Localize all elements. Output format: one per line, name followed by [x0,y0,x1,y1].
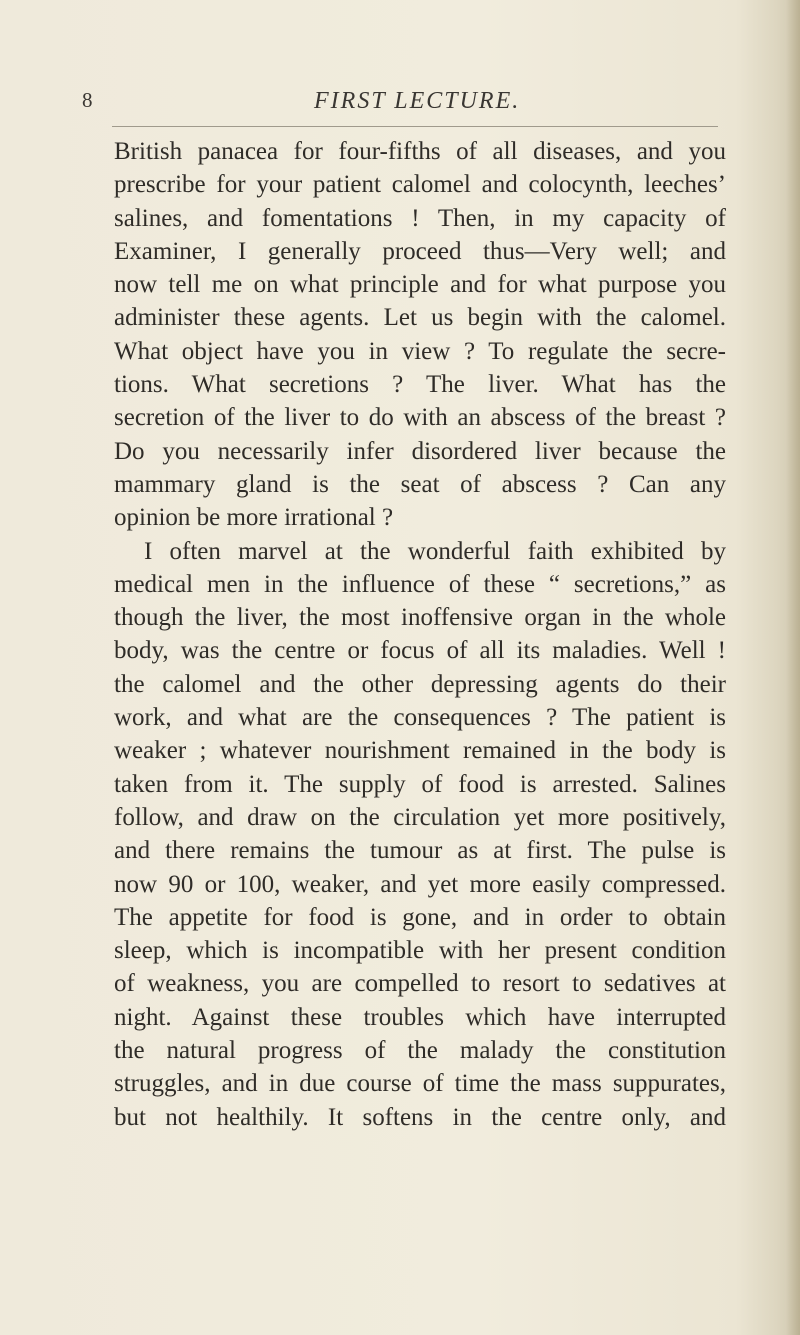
text-line: the calomel and the other depressing agents do their [114,670,726,698]
text-line: medical men in the influence of these “ secretions,” as [114,570,726,598]
text-line: What object have you in view ? To regulate the secre- [114,337,726,365]
text-line: prescribe for your patient calomel and colocynth, leeches’ [114,171,726,199]
text-line: of weakness, you are compelled to resort to sedatives at [114,970,726,998]
text-line: but not healthily. It softens in the centre only, and [114,1103,726,1131]
text-line: body, was the centre or focus of all its maladies. Well ! [114,637,726,665]
text-line: struggles, and in due course of time the mass suppurates, [114,1070,726,1098]
text-line: now tell me on what principle and for what purpose you [114,271,726,299]
text-line: work, and what are the consequences ? The patient is [114,704,726,732]
paragraph-start-line: I often marvel at the wonderful faith exhibited by [144,537,726,565]
text-line: administer these agents. Let us begin with the calomel. [114,304,726,332]
text-line: the natural progress of the malady the constitution [114,1037,726,1065]
text-line: The appetite for food is gone, and in order to obtain [114,903,726,931]
running-head [82,86,722,120]
text-line: though the liver, the most inoffensive organ in the whole [114,604,726,632]
header-rule [112,126,718,127]
text-line: follow, and draw on the circulation yet more positively, [114,803,726,831]
text-line: sleep, which is incompatible with her present condition [114,937,726,965]
text-line: secretion of the liver to do with an abscess of the breast ? [114,404,726,432]
page-edge-shadow [786,0,800,1335]
text-line: weaker ; whatever nourishment remained in the body is [114,737,726,765]
text-line: Do you necessarily infer disordered liver because the [114,437,726,465]
page-number: 8 [82,88,93,112]
text-line: salines, and fomentations ! Then, in my capacity of [114,204,726,232]
paragraph-end-line: opinion be more irrational ? [114,504,394,532]
text-line: night. Against these troubles which have interrupted [114,1003,726,1031]
text-line: tions. What secretions ? The liver. What has the [114,371,726,399]
text-line: Examiner, I generally proceed thus—Very well; and [114,237,726,265]
text-line: taken from it. The supply of food is arrested. Salines [114,770,726,798]
text-line: and there remains the tumour as at first. The pulse is [114,837,726,865]
running-title: FIRST LECTURE. [314,88,521,114]
body-text [114,135,726,1134]
text-line: mammary gland is the seat of abscess ? Can any [114,470,726,498]
text-line: British panacea for four-fifths of all diseases, and you [114,138,726,165]
text-line: now 90 or 100, weaker, and yet more easily compressed. [114,870,726,898]
